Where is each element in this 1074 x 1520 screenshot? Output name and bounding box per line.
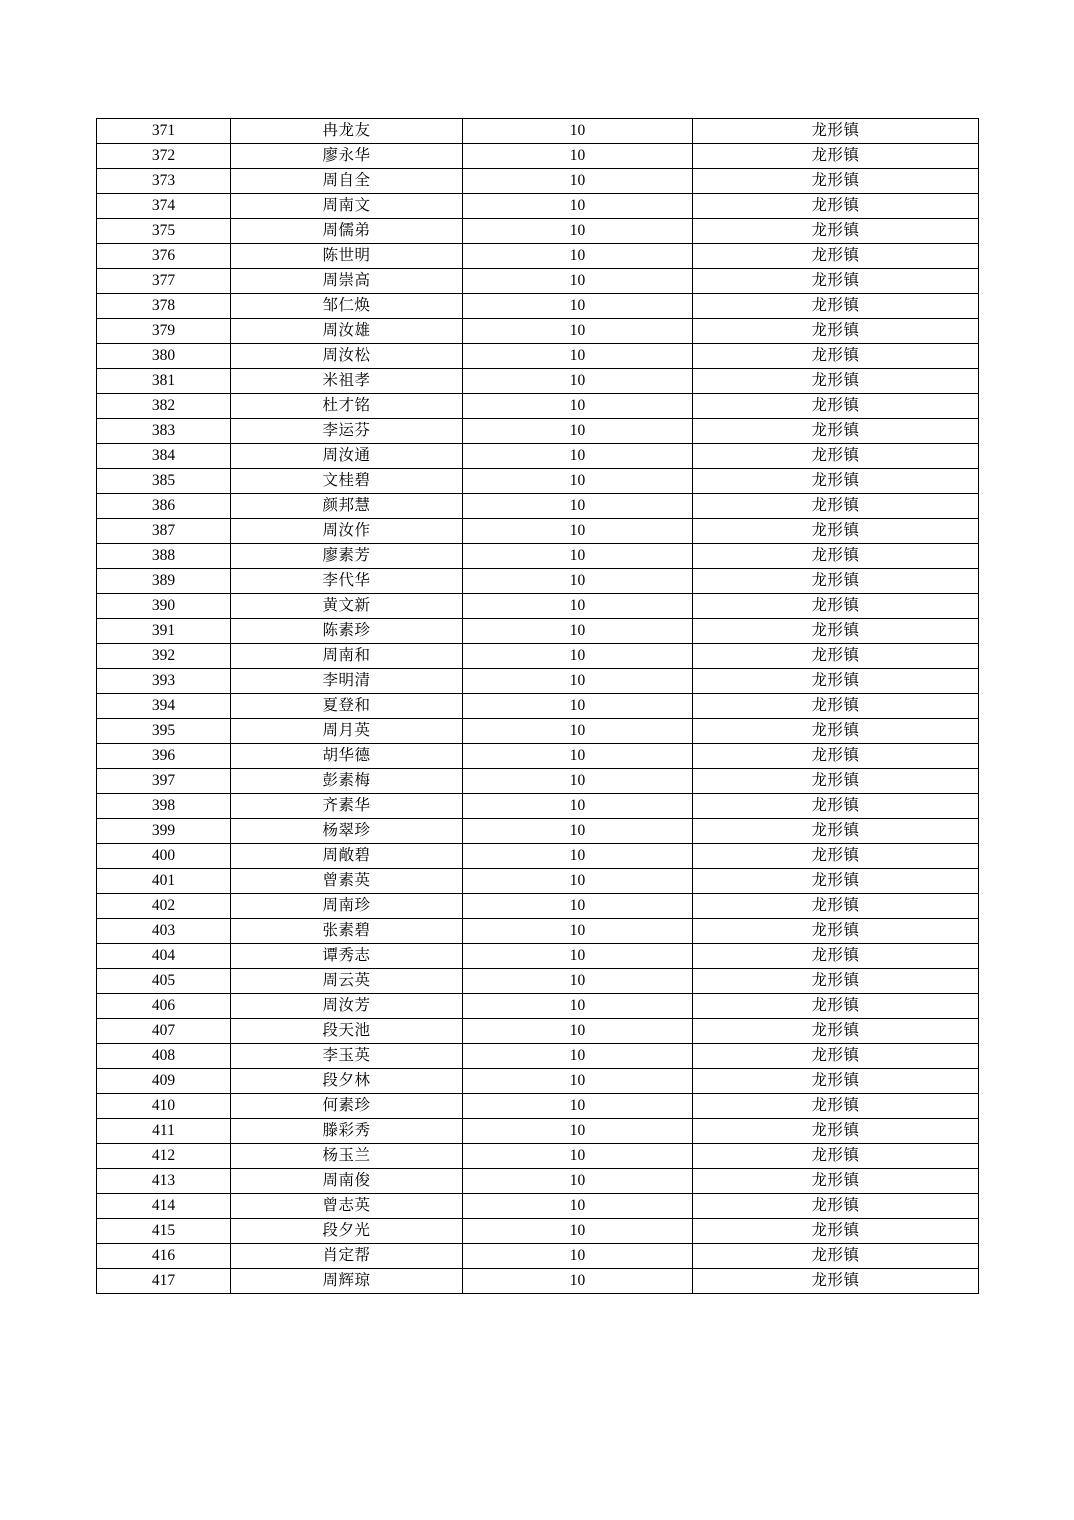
cell-index: 409 <box>97 1069 231 1094</box>
cell-town: 龙形镇 <box>693 1219 979 1244</box>
cell-index: 383 <box>97 419 231 444</box>
cell-value: 10 <box>463 994 693 1019</box>
cell-town: 龙形镇 <box>693 294 979 319</box>
table-row <box>97 169 979 194</box>
cell-value: 10 <box>463 144 693 169</box>
cell-index: 390 <box>97 594 231 619</box>
cell-name: 李明清 <box>231 669 463 694</box>
cell-index: 393 <box>97 669 231 694</box>
table-row <box>97 1119 979 1144</box>
cell-town: 龙形镇 <box>693 394 979 419</box>
cell-value: 10 <box>463 1019 693 1044</box>
cell-name: 周汝通 <box>231 444 463 469</box>
cell-index: 399 <box>97 819 231 844</box>
cell-town: 龙形镇 <box>693 669 979 694</box>
table-body <box>97 119 979 1294</box>
cell-value: 10 <box>463 394 693 419</box>
cell-town: 龙形镇 <box>693 1194 979 1219</box>
table-row <box>97 619 979 644</box>
cell-index: 407 <box>97 1019 231 1044</box>
cell-name: 黄文新 <box>231 594 463 619</box>
cell-town: 龙形镇 <box>693 244 979 269</box>
cell-value: 10 <box>463 194 693 219</box>
cell-index: 389 <box>97 569 231 594</box>
table-row <box>97 394 979 419</box>
cell-name: 段夕林 <box>231 1069 463 1094</box>
table-row <box>97 469 979 494</box>
cell-index: 378 <box>97 294 231 319</box>
cell-town: 龙形镇 <box>693 519 979 544</box>
table-row <box>97 369 979 394</box>
cell-name: 曾素英 <box>231 869 463 894</box>
cell-value: 10 <box>463 1244 693 1269</box>
cell-town: 龙形镇 <box>693 944 979 969</box>
cell-name: 文桂碧 <box>231 469 463 494</box>
cell-value: 10 <box>463 744 693 769</box>
cell-value: 10 <box>463 1119 693 1144</box>
cell-name: 谭秀志 <box>231 944 463 969</box>
cell-town: 龙形镇 <box>693 819 979 844</box>
table-row <box>97 1144 979 1169</box>
cell-index: 408 <box>97 1044 231 1069</box>
cell-name: 张素碧 <box>231 919 463 944</box>
cell-index: 379 <box>97 319 231 344</box>
table-row <box>97 644 979 669</box>
table-row <box>97 1019 979 1044</box>
table-row <box>97 319 979 344</box>
table-row <box>97 1244 979 1269</box>
cell-town: 龙形镇 <box>693 994 979 1019</box>
cell-name: 彭素梅 <box>231 769 463 794</box>
cell-value: 10 <box>463 919 693 944</box>
cell-town: 龙形镇 <box>693 794 979 819</box>
cell-town: 龙形镇 <box>693 644 979 669</box>
cell-value: 10 <box>463 419 693 444</box>
cell-name: 周南珍 <box>231 894 463 919</box>
table-row <box>97 244 979 269</box>
cell-town: 龙形镇 <box>693 1119 979 1144</box>
cell-name: 周敞碧 <box>231 844 463 869</box>
table-row <box>97 544 979 569</box>
table-row <box>97 294 979 319</box>
cell-name: 颜邦慧 <box>231 494 463 519</box>
cell-index: 411 <box>97 1119 231 1144</box>
table-row <box>97 1069 979 1094</box>
cell-index: 392 <box>97 644 231 669</box>
cell-value: 10 <box>463 594 693 619</box>
table-row <box>97 1269 979 1294</box>
cell-name: 杨翠珍 <box>231 819 463 844</box>
cell-value: 10 <box>463 369 693 394</box>
table-row <box>97 419 979 444</box>
cell-town: 龙形镇 <box>693 1069 979 1094</box>
cell-town: 龙形镇 <box>693 1019 979 1044</box>
cell-town: 龙形镇 <box>693 444 979 469</box>
table-row <box>97 669 979 694</box>
cell-town: 龙形镇 <box>693 919 979 944</box>
beneficiary-table <box>96 118 979 1294</box>
cell-value: 10 <box>463 794 693 819</box>
table-row <box>97 719 979 744</box>
cell-value: 10 <box>463 1069 693 1094</box>
cell-index: 412 <box>97 1144 231 1169</box>
cell-town: 龙形镇 <box>693 544 979 569</box>
cell-index: 388 <box>97 544 231 569</box>
cell-value: 10 <box>463 444 693 469</box>
cell-value: 10 <box>463 819 693 844</box>
cell-value: 10 <box>463 1269 693 1294</box>
table-row <box>97 844 979 869</box>
cell-name: 滕彩秀 <box>231 1119 463 1144</box>
cell-value: 10 <box>463 119 693 144</box>
cell-index: 382 <box>97 394 231 419</box>
cell-name: 李代华 <box>231 569 463 594</box>
cell-town: 龙形镇 <box>693 419 979 444</box>
cell-index: 374 <box>97 194 231 219</box>
cell-index: 403 <box>97 919 231 944</box>
cell-index: 406 <box>97 994 231 1019</box>
cell-index: 375 <box>97 219 231 244</box>
cell-index: 402 <box>97 894 231 919</box>
cell-town: 龙形镇 <box>693 194 979 219</box>
cell-town: 龙形镇 <box>693 219 979 244</box>
cell-name: 周自全 <box>231 169 463 194</box>
cell-value: 10 <box>463 569 693 594</box>
table-row <box>97 969 979 994</box>
cell-index: 416 <box>97 1244 231 1269</box>
cell-town: 龙形镇 <box>693 869 979 894</box>
cell-name: 段夕光 <box>231 1219 463 1244</box>
cell-town: 龙形镇 <box>693 1044 979 1069</box>
cell-town: 龙形镇 <box>693 769 979 794</box>
cell-town: 龙形镇 <box>693 969 979 994</box>
cell-value: 10 <box>463 969 693 994</box>
table-row <box>97 494 979 519</box>
cell-name: 何素珍 <box>231 1094 463 1119</box>
cell-value: 10 <box>463 1144 693 1169</box>
cell-name: 杜才铭 <box>231 394 463 419</box>
cell-name: 周月英 <box>231 719 463 744</box>
cell-index: 397 <box>97 769 231 794</box>
cell-index: 391 <box>97 619 231 644</box>
cell-town: 龙形镇 <box>693 744 979 769</box>
cell-value: 10 <box>463 1094 693 1119</box>
cell-value: 10 <box>463 1044 693 1069</box>
table-row <box>97 994 979 1019</box>
table-row <box>97 144 979 169</box>
cell-name: 廖素芳 <box>231 544 463 569</box>
cell-town: 龙形镇 <box>693 494 979 519</box>
table-row <box>97 194 979 219</box>
cell-index: 373 <box>97 169 231 194</box>
cell-value: 10 <box>463 1194 693 1219</box>
cell-name: 周南文 <box>231 194 463 219</box>
cell-town: 龙形镇 <box>693 719 979 744</box>
cell-value: 10 <box>463 294 693 319</box>
cell-name: 李运芬 <box>231 419 463 444</box>
cell-value: 10 <box>463 219 693 244</box>
cell-name: 陈世明 <box>231 244 463 269</box>
cell-name: 周辉琼 <box>231 1269 463 1294</box>
cell-name: 周云英 <box>231 969 463 994</box>
cell-index: 381 <box>97 369 231 394</box>
cell-index: 413 <box>97 1169 231 1194</box>
table-row <box>97 344 979 369</box>
table-row <box>97 769 979 794</box>
cell-value: 10 <box>463 694 693 719</box>
cell-name: 周汝芳 <box>231 994 463 1019</box>
cell-town: 龙形镇 <box>693 844 979 869</box>
cell-index: 398 <box>97 794 231 819</box>
table-row <box>97 119 979 144</box>
table-row <box>97 794 979 819</box>
table-row <box>97 1094 979 1119</box>
cell-town: 龙形镇 <box>693 369 979 394</box>
cell-value: 10 <box>463 169 693 194</box>
cell-value: 10 <box>463 494 693 519</box>
cell-name: 周汝作 <box>231 519 463 544</box>
cell-index: 401 <box>97 869 231 894</box>
cell-town: 龙形镇 <box>693 344 979 369</box>
cell-town: 龙形镇 <box>693 469 979 494</box>
table-row <box>97 594 979 619</box>
table-row <box>97 269 979 294</box>
cell-town: 龙形镇 <box>693 1169 979 1194</box>
table-row <box>97 744 979 769</box>
table-row <box>97 1219 979 1244</box>
table-row <box>97 519 979 544</box>
cell-value: 10 <box>463 469 693 494</box>
cell-index: 377 <box>97 269 231 294</box>
cell-name: 邹仁焕 <box>231 294 463 319</box>
cell-index: 404 <box>97 944 231 969</box>
cell-index: 415 <box>97 1219 231 1244</box>
cell-index: 410 <box>97 1094 231 1119</box>
cell-town: 龙形镇 <box>693 1269 979 1294</box>
cell-name: 李玉英 <box>231 1044 463 1069</box>
cell-name: 周儒弟 <box>231 219 463 244</box>
cell-town: 龙形镇 <box>693 119 979 144</box>
cell-town: 龙形镇 <box>693 319 979 344</box>
cell-name: 周崇高 <box>231 269 463 294</box>
cell-index: 385 <box>97 469 231 494</box>
table-row <box>97 1169 979 1194</box>
cell-name: 肖定帮 <box>231 1244 463 1269</box>
cell-value: 10 <box>463 769 693 794</box>
table-row <box>97 569 979 594</box>
cell-town: 龙形镇 <box>693 694 979 719</box>
cell-value: 10 <box>463 344 693 369</box>
cell-name: 段天池 <box>231 1019 463 1044</box>
cell-value: 10 <box>463 319 693 344</box>
cell-index: 384 <box>97 444 231 469</box>
table-row <box>97 1044 979 1069</box>
cell-name: 周南和 <box>231 644 463 669</box>
cell-name: 周南俊 <box>231 1169 463 1194</box>
cell-town: 龙形镇 <box>693 569 979 594</box>
cell-town: 龙形镇 <box>693 144 979 169</box>
table-row <box>97 894 979 919</box>
cell-value: 10 <box>463 519 693 544</box>
cell-town: 龙形镇 <box>693 169 979 194</box>
cell-index: 395 <box>97 719 231 744</box>
cell-name: 廖永华 <box>231 144 463 169</box>
cell-value: 10 <box>463 1219 693 1244</box>
cell-name: 周汝雄 <box>231 319 463 344</box>
table-row <box>97 219 979 244</box>
cell-index: 380 <box>97 344 231 369</box>
cell-town: 龙形镇 <box>693 1094 979 1119</box>
cell-index: 376 <box>97 244 231 269</box>
cell-value: 10 <box>463 644 693 669</box>
table-row <box>97 819 979 844</box>
table-row <box>97 1194 979 1219</box>
cell-value: 10 <box>463 719 693 744</box>
cell-name: 夏登和 <box>231 694 463 719</box>
cell-town: 龙形镇 <box>693 594 979 619</box>
cell-index: 386 <box>97 494 231 519</box>
cell-name: 曾志英 <box>231 1194 463 1219</box>
cell-town: 龙形镇 <box>693 1244 979 1269</box>
cell-index: 387 <box>97 519 231 544</box>
table-row <box>97 919 979 944</box>
cell-index: 405 <box>97 969 231 994</box>
cell-town: 龙形镇 <box>693 619 979 644</box>
cell-value: 10 <box>463 869 693 894</box>
cell-name: 胡华德 <box>231 744 463 769</box>
cell-town: 龙形镇 <box>693 894 979 919</box>
cell-name: 冉龙友 <box>231 119 463 144</box>
table-row <box>97 869 979 894</box>
cell-value: 10 <box>463 619 693 644</box>
cell-index: 372 <box>97 144 231 169</box>
cell-index: 371 <box>97 119 231 144</box>
cell-value: 10 <box>463 244 693 269</box>
cell-name: 周汝松 <box>231 344 463 369</box>
cell-value: 10 <box>463 669 693 694</box>
cell-index: 417 <box>97 1269 231 1294</box>
cell-index: 400 <box>97 844 231 869</box>
table-row <box>97 444 979 469</box>
cell-value: 10 <box>463 944 693 969</box>
cell-value: 10 <box>463 844 693 869</box>
cell-index: 396 <box>97 744 231 769</box>
cell-value: 10 <box>463 1169 693 1194</box>
cell-name: 杨玉兰 <box>231 1144 463 1169</box>
cell-value: 10 <box>463 894 693 919</box>
cell-value: 10 <box>463 544 693 569</box>
cell-name: 陈素珍 <box>231 619 463 644</box>
cell-town: 龙形镇 <box>693 1144 979 1169</box>
cell-town: 龙形镇 <box>693 269 979 294</box>
table-row <box>97 944 979 969</box>
cell-value: 10 <box>463 269 693 294</box>
table-row <box>97 694 979 719</box>
cell-index: 394 <box>97 694 231 719</box>
cell-name: 齐素华 <box>231 794 463 819</box>
cell-name: 米祖孝 <box>231 369 463 394</box>
cell-index: 414 <box>97 1194 231 1219</box>
